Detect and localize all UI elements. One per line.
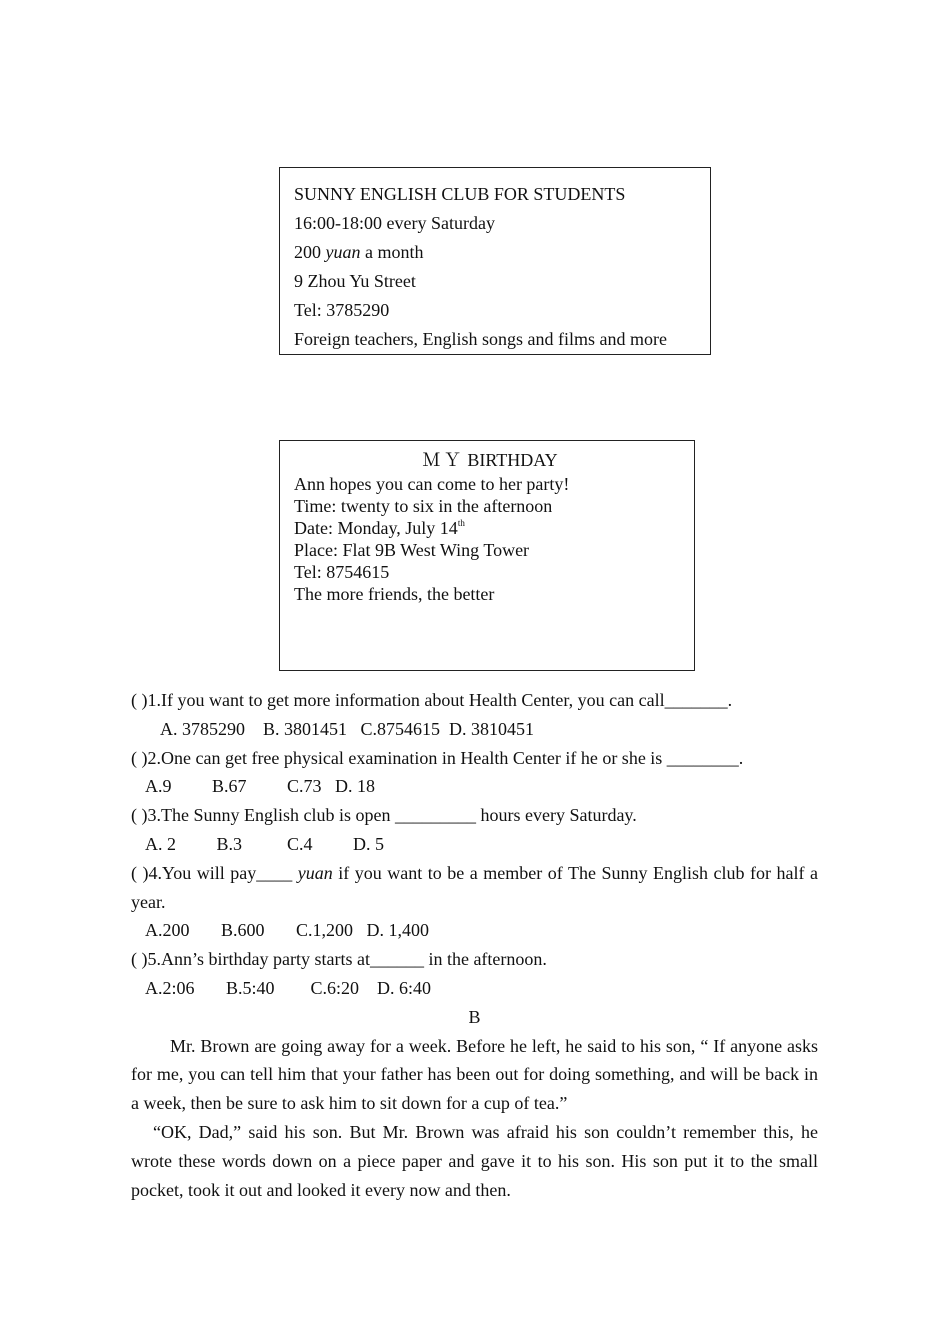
birthday-date-suffix: th: [457, 518, 465, 528]
club-notice-box: [279, 167, 711, 355]
birthday-title-my: ＭＹ: [422, 450, 465, 470]
birthday-title-word: BIRTHDAY: [467, 450, 558, 470]
section-b-heading: B: [468, 1006, 481, 1027]
question-4-currency: yuan: [297, 862, 333, 883]
club-features: Foreign teachers, English songs and films and more: [294, 329, 667, 349]
birthday-title: [294, 447, 680, 473]
birthday-tel: Tel: 8754615: [294, 562, 390, 582]
question-4-start: ( )4.You will pay____: [131, 862, 298, 883]
question-3-options: A. 2 B.3 C.4 D. 5: [145, 833, 385, 854]
club-tel: Tel: 3785290: [294, 300, 390, 320]
questions-section: [131, 686, 818, 1204]
birthday-place: Place: Flat 9B West Wing Tower: [294, 540, 530, 560]
question-4-options: A.200 B.600 C.1,200 D. 1,400: [145, 920, 430, 941]
question-3: ( )3.The Sunny English club is open _________ hours every Saturday.: [131, 805, 637, 826]
club-fee-currency: yuan: [325, 242, 361, 262]
club-fee-period: a month: [365, 242, 424, 262]
question-2: ( )2.One can get free physical examination in Health Center if he or she is ________.: [131, 747, 744, 768]
club-fee-amount: 200: [294, 242, 321, 262]
question-5-options: A.2:06 B.5:40 C.6:20 D. 6:40: [145, 977, 432, 998]
birthday-card-box: [279, 440, 695, 671]
birthday-time: Time: twenty to six in the afternoon: [294, 496, 553, 516]
question-1-options: A. 3785290 B. 3801451 C.8754615 D. 3810451: [160, 718, 535, 739]
question-1: ( )1.If you want to get more information about Health Center, you can call_______.: [131, 690, 733, 710]
club-hours: 16:00-18:00 every Saturday: [294, 213, 495, 233]
question-2-options: A.9 B.67 C.73 D. 18: [145, 776, 376, 797]
birthday-motto: The more friends, the better: [294, 584, 495, 604]
club-fee: [294, 238, 696, 267]
section-b-paragraph-2: “OK, Dad,” said his son. But Mr. Brown was afraid his son couldn’t remember this, he wrote these words down on a piece paper and gave it to his son. His son put it to the small pocket, took it out and looked it every now and then.: [131, 1121, 818, 1200]
question-4: [131, 859, 818, 917]
question-5: ( )5.Ann’s birthday party starts at______ in the afternoon.: [131, 949, 547, 970]
section-b-paragraph-1: Mr. Brown are going away for a week. Before he left, he said to his son, “ If anyone asks for me, you can tell him that your father has been out for doing something, and will be back in a week, then be sure to ask him to sit down for a cup of tea.”: [131, 1035, 818, 1114]
question-4-end: if you want to be a member of The Sunny English club for half a year.: [131, 862, 818, 912]
birthday-invite: Ann hopes you can come to her party!: [294, 474, 570, 494]
birthday-date: [294, 517, 680, 539]
club-address: 9 Zhou Yu Street: [294, 271, 416, 291]
birthday-date-text: Date: Monday, July 14: [294, 518, 458, 538]
club-name: SUNNY ENGLISH CLUB FOR STUDENTS: [294, 184, 626, 204]
